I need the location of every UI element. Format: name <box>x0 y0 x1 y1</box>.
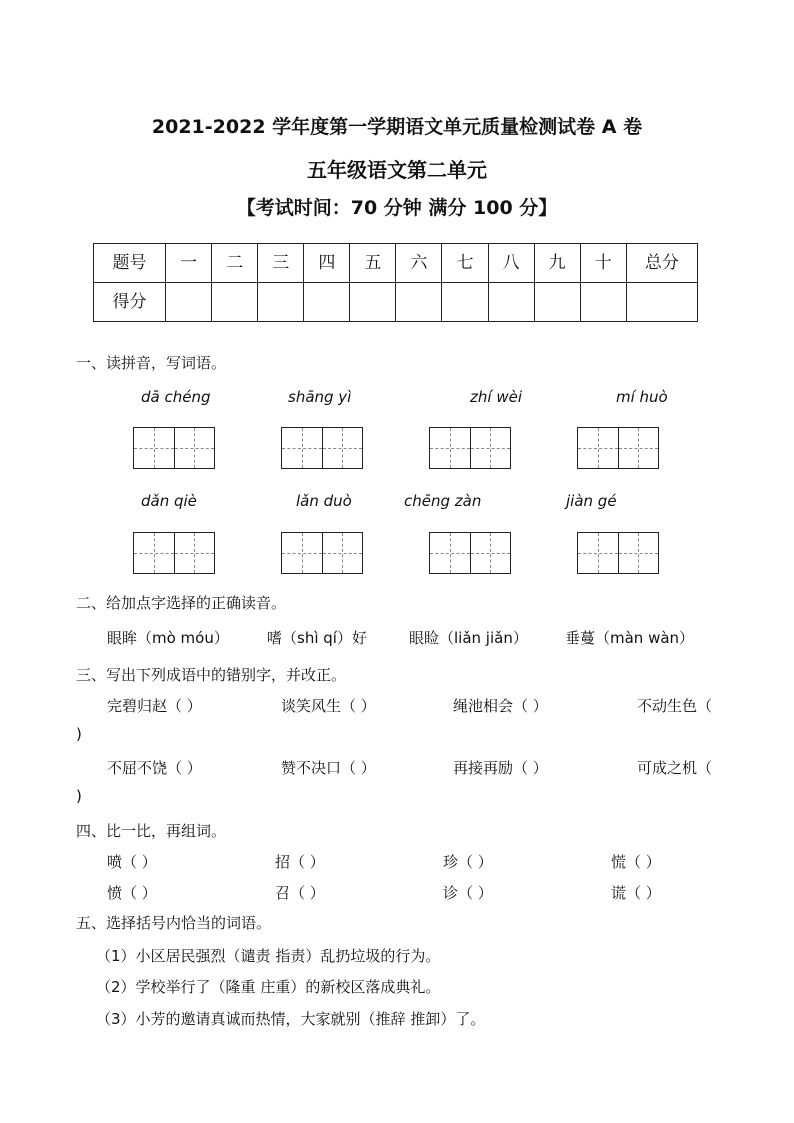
choice-item[interactable]: （2）学校举行了（隆重 庄重）的新校区落成典礼。 <box>96 978 441 996</box>
idiom-item[interactable]: 绳池相会（ ） <box>453 697 548 715</box>
score-blank[interactable] <box>534 283 580 322</box>
pinyin-label: dā chéng <box>141 388 211 406</box>
pronunciation-item: 垂蔓（màn wàn） <box>565 629 695 647</box>
pinyin-label: dǎn qiè <box>141 492 197 510</box>
score-cell: 一 <box>166 244 212 283</box>
score-cell: 得分 <box>94 283 166 322</box>
section5-title: 五、选择括号内恰当的词语。 <box>76 914 272 932</box>
writing-grid[interactable] <box>429 532 511 574</box>
score-blank[interactable] <box>442 283 488 322</box>
compare-item[interactable]: 珍（ ） <box>443 853 493 871</box>
pinyin-label: shāng yì <box>288 388 352 406</box>
score-blank[interactable] <box>212 283 258 322</box>
score-table <box>93 243 698 322</box>
exam-subtitle: 五年级语文第二单元 <box>307 158 487 182</box>
score-cell: 题号 <box>94 244 166 283</box>
idiom-item[interactable]: 可成之机（ <box>637 759 713 777</box>
idiom-item[interactable]: 不动生色（ <box>637 697 713 715</box>
section4-title: 四、比一比，再组词。 <box>76 822 227 840</box>
compare-item[interactable]: 谎（ ） <box>611 884 661 902</box>
score-blank[interactable] <box>626 283 697 322</box>
idiom-item[interactable]: 谈笑风生（ ） <box>281 697 376 715</box>
score-cell: 五 <box>350 244 396 283</box>
choice-item[interactable]: （3）小芳的邀请真诚而热情，大家就别（推辞 推卸）了。 <box>96 1010 486 1028</box>
pinyin-label: chēng zàn <box>404 492 482 510</box>
compare-item[interactable]: 慌（ ） <box>611 853 661 871</box>
score-cell: 二 <box>212 244 258 283</box>
score-blank[interactable] <box>166 283 212 322</box>
score-cell: 九 <box>534 244 580 283</box>
section2-title: 二、给加点字选择的正确读音。 <box>76 594 287 612</box>
compare-item[interactable]: 喷（ ） <box>107 853 157 871</box>
score-blank[interactable] <box>396 283 442 322</box>
pronunciation-item: 眼睑（liǎn jiǎn） <box>409 629 528 647</box>
pinyin-label: zhí wèi <box>470 388 522 406</box>
idiom-item[interactable]: 赞不决口（ ） <box>281 759 376 777</box>
exam-info: 【考试时间：70 分钟 满分 100 分】 <box>236 197 558 219</box>
score-blank[interactable] <box>258 283 304 322</box>
writing-grid[interactable] <box>281 427 363 469</box>
writing-grid[interactable] <box>133 532 215 574</box>
writing-grid[interactable] <box>577 427 659 469</box>
section1-title: 一、读拼音，写词语。 <box>76 354 227 372</box>
score-cell: 总分 <box>626 244 697 283</box>
idiom-wrap: ) <box>76 787 82 805</box>
idiom-item[interactable]: 再接再励（ ） <box>453 759 548 777</box>
idiom-item[interactable]: 不屈不饶（ ） <box>107 759 202 777</box>
compare-item[interactable]: 愤（ ） <box>107 884 157 902</box>
pronunciation-item: 嗜（shì qí）好 <box>267 629 367 647</box>
score-cell: 七 <box>442 244 488 283</box>
compare-item[interactable]: 招（ ） <box>275 853 325 871</box>
score-blank[interactable] <box>488 283 534 322</box>
score-table-header-row <box>94 244 698 283</box>
pronunciation-item: 眼眸（mò móu） <box>107 629 229 647</box>
writing-grid[interactable] <box>577 532 659 574</box>
section3-title: 三、写出下列成语中的错别字，并改正。 <box>76 666 347 684</box>
score-cell: 三 <box>258 244 304 283</box>
choice-item[interactable]: （1）小区居民强烈（谴责 指责）乱扔垃圾的行为。 <box>96 947 441 965</box>
score-cell: 十 <box>580 244 626 283</box>
writing-grid[interactable] <box>281 532 363 574</box>
pinyin-label: lǎn duò <box>296 492 352 510</box>
score-table-score-row <box>94 283 698 322</box>
score-blank[interactable] <box>350 283 396 322</box>
idiom-item[interactable]: 完碧归赵（ ） <box>107 697 202 715</box>
score-cell: 六 <box>396 244 442 283</box>
writing-grid[interactable] <box>133 427 215 469</box>
score-cell: 八 <box>488 244 534 283</box>
exam-title: 2021-2022 学年度第一学期语文单元质量检测试卷 A 卷 <box>151 116 643 138</box>
score-blank[interactable] <box>580 283 626 322</box>
score-blank[interactable] <box>304 283 350 322</box>
idiom-wrap: ) <box>76 725 82 743</box>
pinyin-label: jiàn gé <box>566 492 617 510</box>
score-cell: 四 <box>304 244 350 283</box>
compare-item[interactable]: 诊（ ） <box>443 884 493 902</box>
writing-grid[interactable] <box>429 427 511 469</box>
compare-item[interactable]: 召（ ） <box>275 884 325 902</box>
pinyin-label: mí huò <box>616 388 668 406</box>
